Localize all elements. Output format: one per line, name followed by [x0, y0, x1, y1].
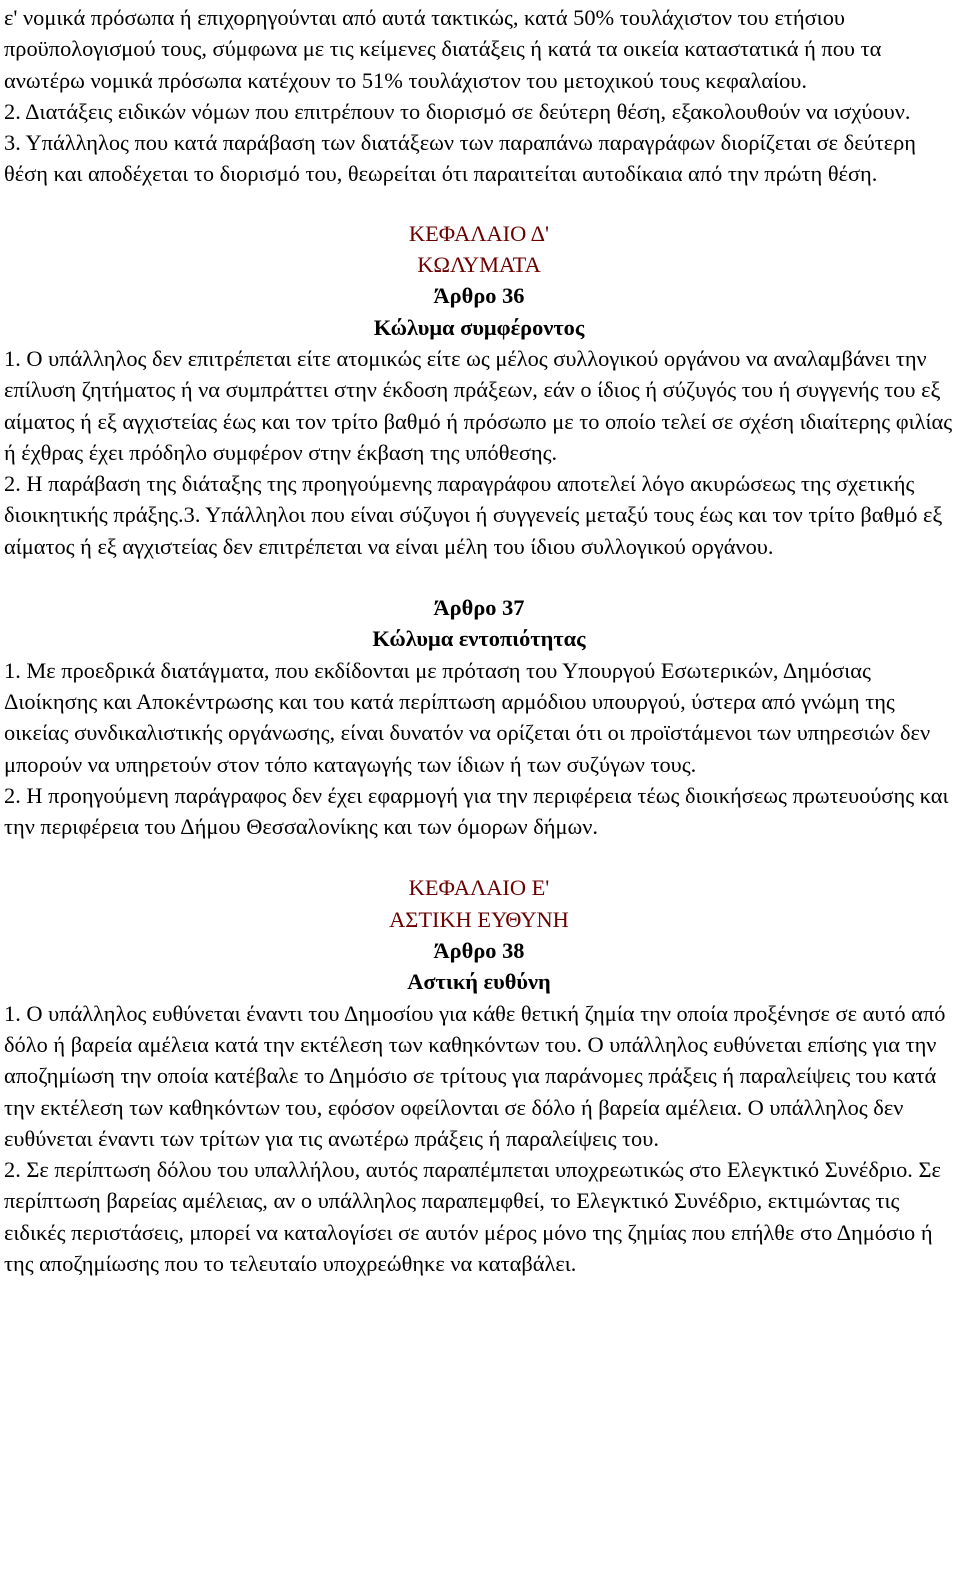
article-36-number: Άρθρο 36 [433, 283, 525, 309]
chapter-title: ΑΣΤΙΚΗ ΕΥΘΥΝΗ [389, 906, 569, 932]
article-37-number: Άρθρο 37 [433, 595, 525, 621]
article-38-paragraph-1: 1. Ο υπάλληλος ευθύνεται έναντι του Δημοσίου για κάθε θετική ζημία την οποία προξένησε σε αυτό από δόλο ή βαρεία αμέλεια κατά την εκτέλεση των καθηκόντων του. Ο υπάλληλος ευθύνεται επίσης για την αποζημίωση την οποία κατέβαλε το Δημόσιο σε τρίτους για παράνομες πράξεις ή παραλείψεις του κατά την εκτέλεση των καθηκόντων του, εφόσον οφείλονται σε δόλο ή βαρεία αμέλεια. Ο υπάλληλος δεν ευθύνεται έναντι των τρίτων για τις ανωτέρω πράξεις ή παραλείψεις του. [4, 1000, 946, 1151]
article-36-paragraph-1: 1. Ο υπάλληλος δεν επιτρέπεται είτε ατομικώς είτε ως μέλος συλλογικού οργάνου να αναλαμβάνει την επίλυση ζητήματος ή να συμπράττει στην έκδοση πράξεων, εάν ο ίδιος ή σύζυγός του ή συγγενής του εξ αίματος ή εξ αγχιστείας έως και τον τρίτο βαθμό ή πρόσωπο με το οποίο τελεί σε σχέση ιδιαίτερης φιλίας ή έχθρας έχει πρόδηλο συμφέρον στην έκβαση της υπόθεσης. [4, 345, 953, 465]
spacer [4, 190, 954, 218]
article-36-title: Κώλυμα συμφέροντος [373, 314, 585, 340]
article-38-paragraph-2: 2. Σε περίπτωση δόλου του υπαλλήλου, αυτός παραπέμπεται υποχρεωτικώς στο Ελεγκτικό Συνέδριο. Σε περίπτωση βαρείας αμέλειας, αν ο υπάλληλος παραπεμφθεί, το Ελεγκτικό Συνέδριο, εκτιμώντας τις ειδικές περιστάσεις, μπορεί να καταλογίσει σε αυτόν μέρος μόνο της ζημίας που επήλθε στο Δημόσιο ή της αποζημίωσης που το τελευταίο υποχρεώθηκε να καταβάλει. [4, 1157, 941, 1276]
paragraph-2: 2. Διατάξεις ειδικών νόμων που επιτρέπουν το διορισμό σε δεύτερη θέση, εξακολουθούν να ισχύουν. [4, 98, 911, 124]
article-38-number: Άρθρο 38 [433, 938, 525, 964]
chapter-title: ΚΩΛΥΜΑΤΑ [417, 252, 541, 278]
article-37-paragraph-1: 1. Με προεδρικά διατάγματα, που εκδίδονται με πρόταση του Υπουργού Εσωτερικών, Δημόσιας Διοίκησης και Αποκέντρωσης και του κατά περίπτωση αρμόδιου υπουργού, ύστερα από γνώμη της οικείας συνδικαλιστικής οργάνωσης, είναι δυνατόν να ορίζεται ότι οι προϊστάμενοι των υπηρεσιών δεν μπορούν να υπηρετούν στον τόπο καταγωγής των ίδιων ή των συζύγων τους. [4, 657, 931, 777]
article-37-paragraph-2: 2. Η προηγούμενη παράγραφος δεν έχει εφαρμογή για την περιφέρεια τέως διοικήσεως πρωτευούσης και την περιφέρεια του Δήμου Θεσσαλονίκης και των όμορων δήμων. [4, 782, 949, 840]
document-page [0, 2, 960, 1577]
article-36-paragraph-2-3: 2. Η παράβαση της διάταξης της προηγούμενης παραγράφου αποτελεί λόγο ακυρώσεως της σχετικής διοικητικής πράξης.3. Υπάλληλοι που είναι σύζυγοι ή συγγενείς μεταξύ τους έως και τον τρίτο βαθμό εξ αίματος ή εξ αγχιστείας δεν επιτρέπεται να είναι μέλη του ίδιου συλλογικού οργάνου. [4, 471, 943, 559]
article-37-title: Κώλυμα εντοπιότητας [372, 626, 586, 652]
spacer [4, 842, 954, 872]
chapter-heading: ΚΕΦΑΛΑΙΟ Ε' [408, 875, 550, 901]
paragraph-3: 3. Υπάλληλος που κατά παράβαση των διατάξεων των παραπάνω παραγράφων διορίζεται σε δεύτερη θέση και αποδέχεται το διορισμό του, θεωρείται ότι παραιτείται αυτοδίκαια από την πρώτη θέση. [4, 130, 917, 187]
article-38-title: Αστική ευθύνη [407, 969, 551, 995]
chapter-heading: ΚΕΦΑΛΑΙΟ Δ' [408, 220, 550, 246]
spacer [4, 562, 954, 592]
paragraph-continuation: ε' νομικά πρόσωπα ή επιχορηγούνται από αυτά τακτικώς, κατά 50% τουλάχιστον του ετήσιου προϋπολογισμού τους, σύμφωνα με τις κείμενες διατάξεις ή κατά τα οικεία καταστατικά ή που τα ανωτέρω νομικά πρόσωπα κατέχουν το 51% τουλάχιστον του μετοχικού τους κεφαλαίου. [4, 5, 882, 93]
